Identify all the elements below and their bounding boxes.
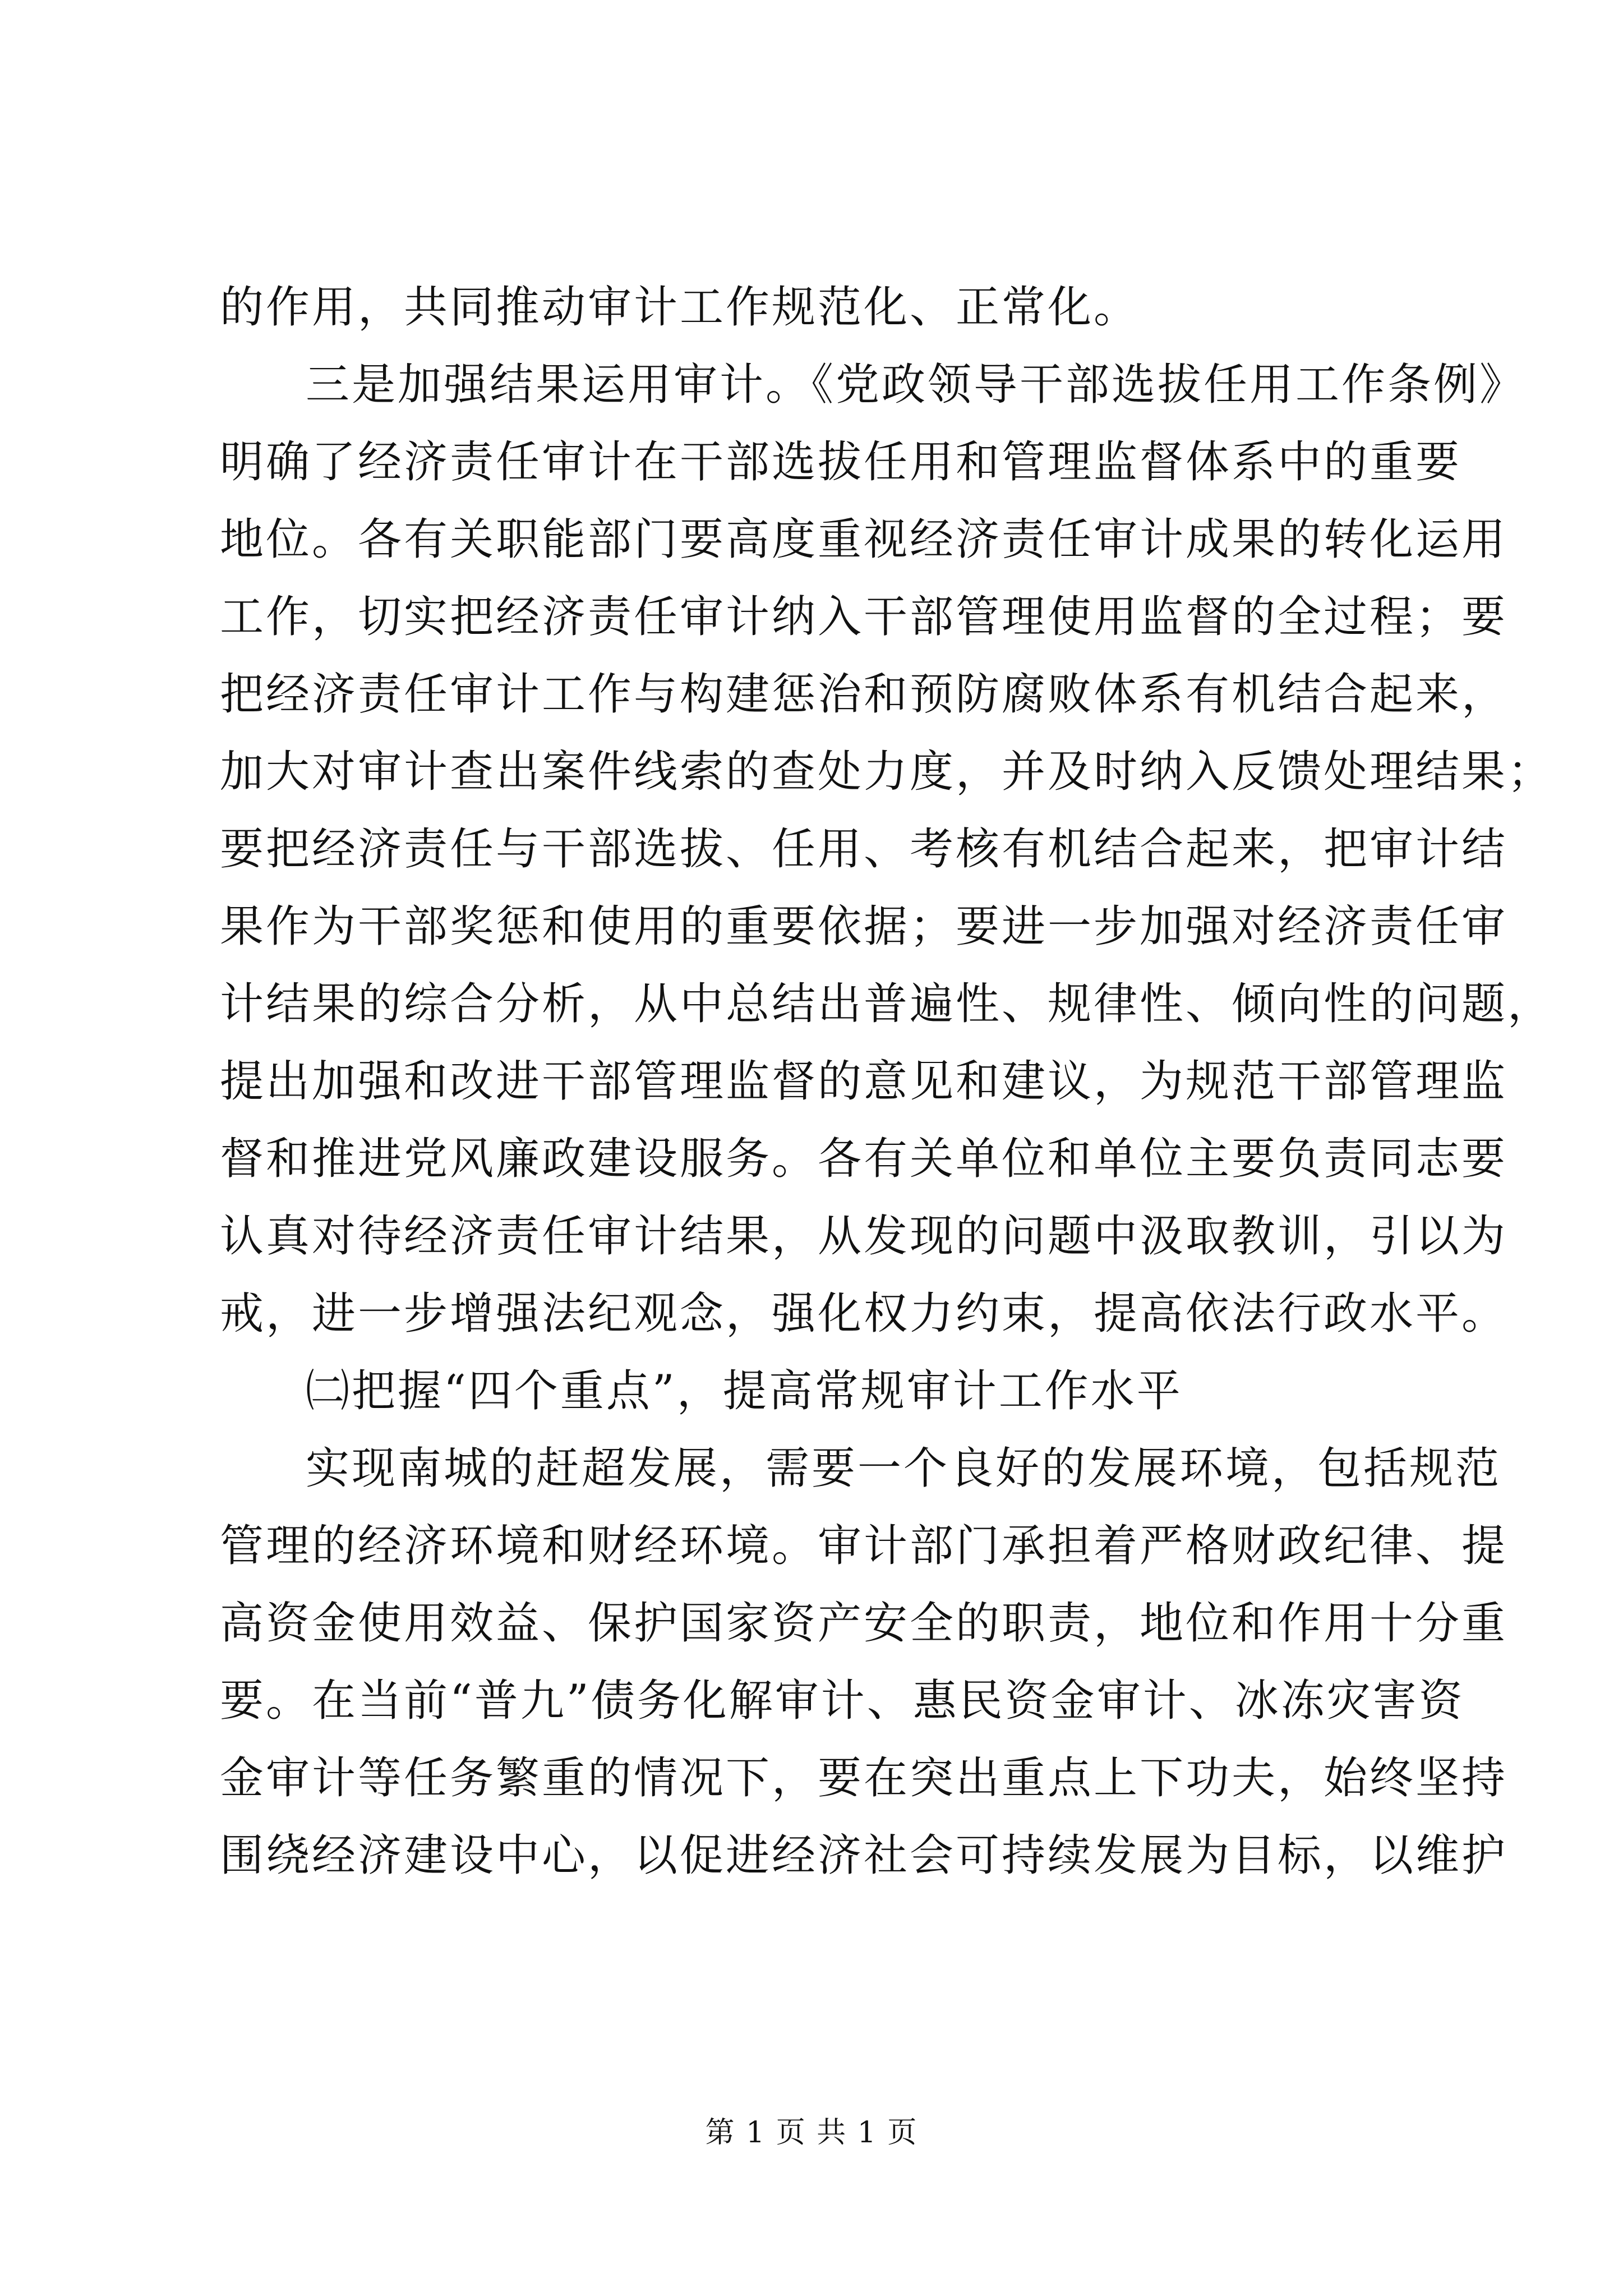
body-text-line: 三是加强结果运用审计。《党政领导干部选拔任用工作条例》: [306, 360, 1526, 410]
body-text-line: 高资金使用效益、保护国家资产安全的职责，地位和作用十分重: [220, 1598, 1508, 1649]
body-text-line: 管理的经济环境和财经环境。审计部门承担着严格财政纪律、提: [220, 1521, 1508, 1571]
body-text-line: 督和推进党风廉政建设服务。各有关单位和单位主要负责同志要: [220, 1134, 1508, 1184]
body-text-line: 加大对审计查出案件线索的查处力度，并及时纳入反馈处理结果；: [220, 747, 1554, 797]
section-heading: ㈡把握“四个重点”，提高常规审计工作水平: [306, 1366, 1183, 1416]
body-text-line: 把经济责任审计工作与构建惩治和预防腐败体系有机结合起来，: [220, 669, 1508, 720]
body-text-line: 果作为干部奖惩和使用的重要依据；要进一步加强对经济责任审: [220, 901, 1508, 952]
body-text-line: 认真对待经济责任审计结果，从发现的问题中汲取教训，引以为: [220, 1211, 1508, 1262]
body-text-line: 金审计等任务繁重的情况下，要在突出重点上下功夫，始终坚持: [220, 1753, 1508, 1803]
body-text-line: 地位。各有关职能部门要高度重视经济责任审计成果的转化运用: [220, 514, 1508, 565]
body-text-line: 提出加强和改进干部管理监督的意见和建议，为规范干部管理监: [220, 1056, 1508, 1107]
body-text-line: 要。在当前“普九”债务化解审计、惠民资金审计、冰冻灾害资: [220, 1676, 1465, 1726]
body-text-line: 明确了经济责任审计在干部选拔任用和管理监督体系中的重要: [220, 437, 1462, 487]
body-text-line: 围绕经济建设中心，以促进经济社会可持续发展为目标，以维护: [220, 1830, 1508, 1881]
body-text-line: 计结果的综合分析，从中总结出普遍性、规律性、倾向性的问题，: [220, 979, 1554, 1029]
page-footer: 第 1 页 共 1 页: [705, 2116, 918, 2150]
body-text-line: 戒，进一步增强法纪观念，强化权力约束，提高依法行政水平。: [220, 1289, 1508, 1339]
body-text-line: 的作用，共同推动审计工作规范化、正常化。: [220, 282, 1140, 333]
body-text-line: 工作，切实把经济责任审计纳入干部管理使用监督的全过程；要: [220, 592, 1508, 642]
body-text-line: 要把经济责任与干部选拔、任用、考核有机结合起来，把审计结: [220, 824, 1508, 875]
body-text-line: 实现南城的赶超发展，需要一个良好的发展环境，包括规范: [306, 1443, 1502, 1494]
